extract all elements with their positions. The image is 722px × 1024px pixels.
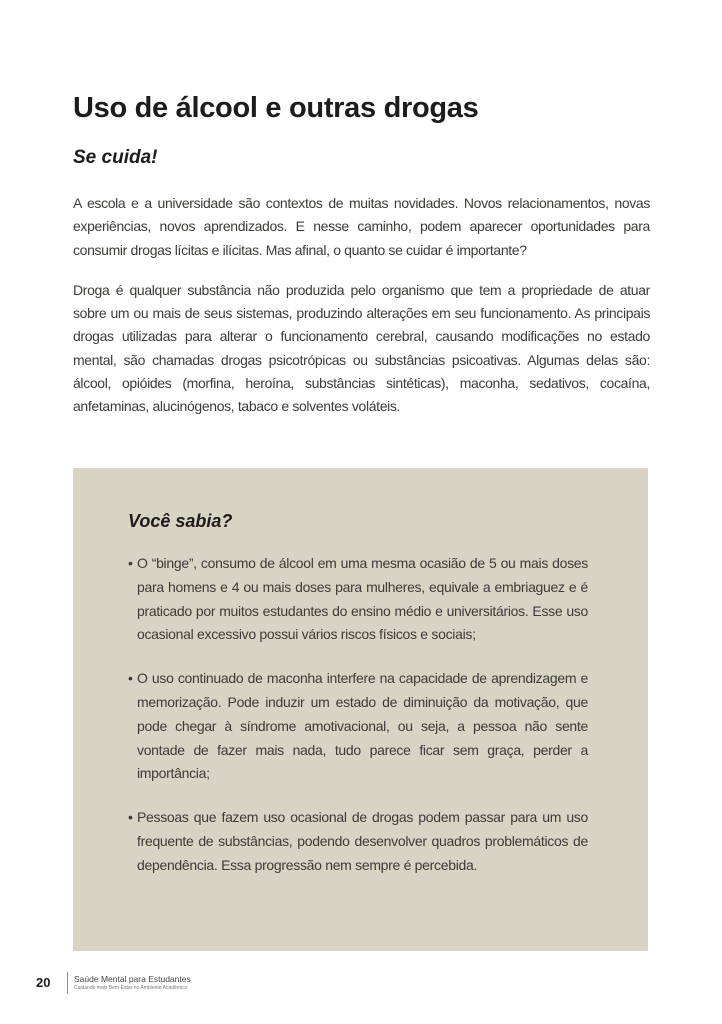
list-item — [128, 667, 588, 786]
intro-paragraph-2: Droga é qualquer substância não produzida pelo organismo que tem a propriedade de atuar sobre um ou mais de seus sistemas, produzindo alterações em seu funcionamento. As principais drogas utilizadas para alterar o funcionamento cerebral, causando modificações no estado mental, são chamadas drogas psicotrópicas ou substâncias psicoativas. Algumas delas são: álcool, opióides (morfina, heroína, substâncias sintéticas), maconha, sedativos, cocaína, anfetaminas, alucinógenos, tabaco e solventes voláteis. — [73, 281, 650, 415]
bullet-icon: • — [128, 670, 133, 687]
list-item — [128, 806, 588, 877]
footer-publication-subtitle: Cuidando mais Bem-Estar no Ambiente Acadêmico — [74, 985, 188, 991]
did-you-know-box — [73, 468, 648, 951]
bullet-icon: • — [128, 809, 133, 826]
list-item-text: O “binge”, consumo de álcool em uma mesma ocasião de 5 ou mais doses para homens e 4 ou mais doses para mulheres, equivale a embriaguez e é praticado por muitos estudantes do ensino médio e universitários. Esse uso ocasional excessivo possui vários riscos físicos e sociais; — [137, 555, 588, 643]
page-title: Uso de álcool e outras drogas — [73, 92, 479, 124]
footer-divider — [67, 972, 68, 994]
did-you-know-title: Você sabia? — [128, 511, 233, 531]
did-you-know-list — [128, 552, 588, 878]
list-item — [128, 552, 588, 647]
section-subtitle: Se cuida! — [73, 147, 158, 168]
intro-paragraph-1: A escola e a universidade são contextos de muitas novidades. Novos relacionamentos, novas experiências, novos aprendizados. E nesse caminho, podem aparecer oportunidades para consumir drogas lícitas e ilícitas. Mas afinal, o quanto se cuidar é importante? — [73, 195, 650, 258]
intro-text — [73, 192, 650, 419]
footer-publication-title: Saúde Mental para Estudantes — [74, 974, 191, 984]
list-item-text: Pessoas que fazem uso ocasional de drogas podem passar para um uso frequente de substâncias, podendo desenvolver quadros problemáticos de dependência. Essa progressão nem sempre é percebida. — [137, 809, 588, 873]
bullet-icon: • — [128, 555, 133, 571]
list-item-text: O uso continuado de maconha interfere na capacidade de aprendizagem e memorização. Pode induzir um estado de diminuição da motivação, que pode chegar à síndrome amotivacional, ou seja, a pessoa não sente vontade de fazer mais nada, tudo parece ficar sem graça, perder a importância; — [137, 670, 588, 782]
page-number: 20 — [36, 975, 51, 990]
